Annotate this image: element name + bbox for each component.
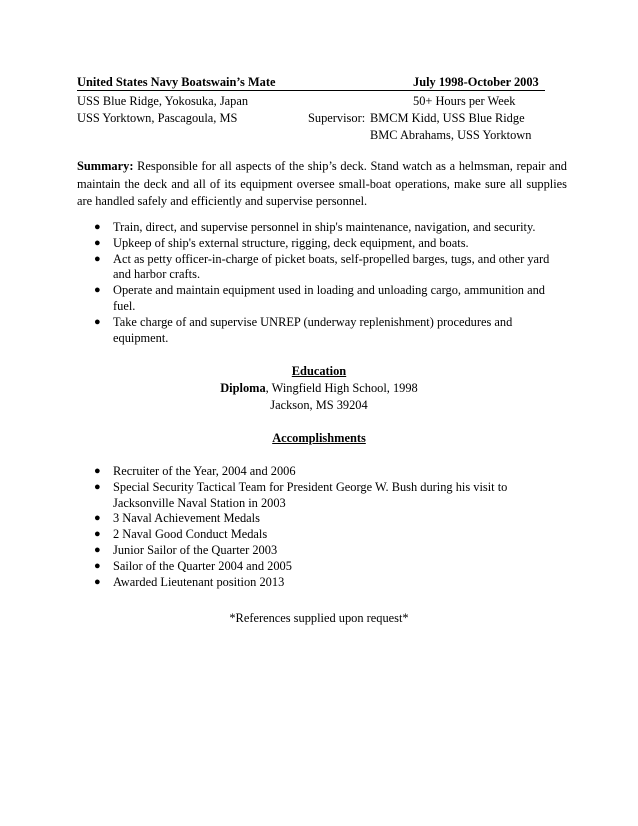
list-item: ● Recruiter of the Year, 2004 and 2006 xyxy=(94,464,296,478)
list-item: ● 2 Naval Good Conduct Medals xyxy=(94,527,268,542)
bullet-icon: ● xyxy=(94,559,101,572)
education-diploma xyxy=(0,381,638,396)
list-item: ● Train, direct, and supervise personnel in ship's maintenance, navigation, and security. xyxy=(94,220,536,234)
summary-text: Responsible for all aspects of the ship’s deck. Stand watch as a helmsman, repair and maintain the deck and all of its equipment oversee small-boat operations, make sure all supplies are handled safely and efficiently and supervise personnel. xyxy=(77,159,567,208)
job-hours: 50+ Hours per Week xyxy=(413,94,516,108)
list-item: ● Operate and maintain equipment used in loading and unloading cargo, ammunition and fuel. xyxy=(94,283,545,313)
supervisor-1: BMCM Kidd, USS Blue Ridge xyxy=(370,111,525,125)
job-title-row xyxy=(77,75,545,91)
summary-label: Summary: xyxy=(77,159,134,173)
list-item: ● Awarded Lieutenant position 2013 xyxy=(94,574,285,589)
list-item: ● Junior Sailor of the Quarter 2003 xyxy=(94,542,278,557)
bullet-icon: ● xyxy=(94,512,101,525)
accomplishments-heading: Accomplishments xyxy=(272,431,366,445)
bullet-icon: ● xyxy=(94,528,101,541)
bullet-icon: ● xyxy=(94,252,101,265)
bullet-icon: ● xyxy=(94,465,101,477)
bullet-icon: ● xyxy=(94,543,101,556)
accomplishments-list xyxy=(94,464,534,590)
job-title: United States Navy Boatswain’s Mate xyxy=(77,75,276,89)
bullet-icon: ● xyxy=(94,236,101,249)
list-item: ● Take charge of and supervise UNREP (underway replenishment) procedures and equipment. xyxy=(94,314,513,345)
bullet-icon: ● xyxy=(94,221,101,233)
diploma-detail: , Wingfield High School, 1998 xyxy=(265,381,418,395)
job-location-2: USS Yorktown, Pascagoula, MS xyxy=(77,111,238,125)
education-heading: Education xyxy=(291,364,347,378)
list-item: ● Special Security Tactical Team for President George W. Bush during his visit to Jacksonville Naval Station in 2003 xyxy=(94,479,508,510)
list-item: ● Upkeep of ship's external structure, rigging, deck equipment, and boats. xyxy=(94,235,469,250)
list-item: ● Sailor of the Quarter 2004 and 2005 xyxy=(94,558,292,573)
duties-list xyxy=(94,220,554,346)
summary xyxy=(77,158,567,211)
job-dates: July 1998-October 2003 xyxy=(413,75,539,89)
bullet-icon: ● xyxy=(94,575,101,588)
bullet-icon: ● xyxy=(94,315,101,328)
bullet-icon: ● xyxy=(94,480,101,493)
supervisor-2: BMC Abrahams, USS Yorktown xyxy=(370,128,532,142)
supervisor-label: Supervisor: xyxy=(308,111,366,125)
bullet-icon: ● xyxy=(94,284,101,297)
education-city: Jackson, MS 39204 xyxy=(270,398,368,412)
references-note: *References supplied upon request* xyxy=(229,611,409,625)
list-item: ● 3 Naval Achievement Medals xyxy=(94,511,260,526)
list-item: ● Act as petty officer-in-charge of picket boats, self-propelled barges, tugs, and other yard and harbor crafts. xyxy=(94,251,550,282)
diploma-label: Diploma xyxy=(220,381,266,395)
job-location-1: USS Blue Ridge, Yokosuka, Japan xyxy=(77,94,249,108)
